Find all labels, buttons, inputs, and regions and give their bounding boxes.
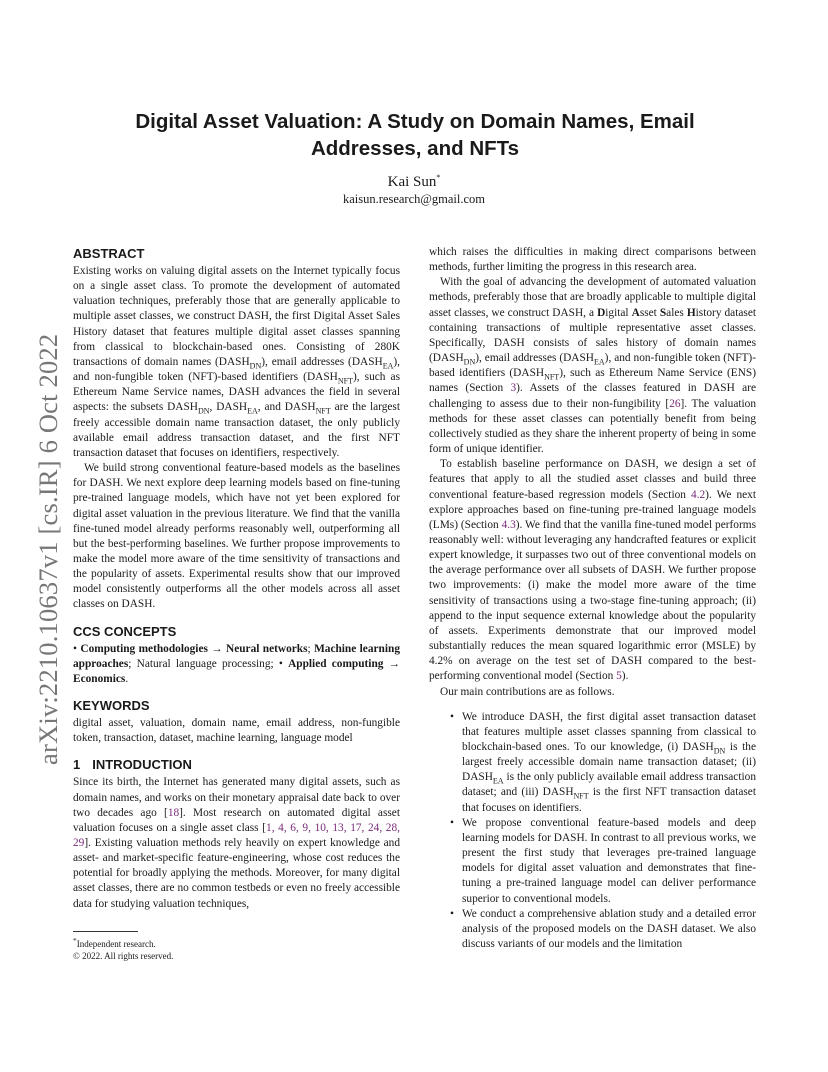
section-link[interactable]: 4.3 <box>501 518 516 531</box>
paper-title: Digital Asset Valuation: A Study on Domain Names, Email Addresses, and NFTs <box>135 110 695 160</box>
section-link[interactable]: 4.2 <box>690 488 706 501</box>
abstract-heading: ABSTRACT <box>73 246 145 261</box>
list-item: • We introduce DASH, the first digital asset transaction dataset that features multiple asset classes spanning from classical to blockchain-based ones. To our knowledge, (i) $DASH_{DN}$ is the largest freely accessible domain name transaction dataset; (ii) $DASH_{EA}$ is the only publicly available email address transaction dataset; and (iii) $DASH_{NFT}$ is the first NFT transaction dataset that focuses on identifiers. <box>450 710 756 814</box>
abstract-paragraph-2: We build strong conventional feature-based models as the baselines for DASH. We next explore deep learning models based on fine-tuning pre-trained language models, which have not yet been explored for digital asset valuation in the previous literature. We find that the vanilla fine-tuned model already performs reasonably well, outperforming all but the best-performing baselines. We further propose improvements to make the model more aware of the time sensitivity of transactions and the popularity of assets. Experimental results show that our improved model consistently outperforms all the other models across all asset classes on DASH. <box>73 462 400 611</box>
citation-list[interactable]: 1, 4, 6, 9, 10, 13, 17, 24, 28, 29 <box>73 821 400 849</box>
arxiv-side-stamp: arXiv:2210.10637v1 [cs.IR] 6 Oct 2022 <box>33 333 63 765</box>
author-footnote-mark: * <box>436 173 441 182</box>
footnote-independent: *Independent research. <box>73 936 156 949</box>
section-link[interactable]: 5 <box>616 670 622 683</box>
keywords-heading: KEYWORDS <box>73 698 150 714</box>
bullet-icon: • <box>450 907 454 920</box>
introduction-paragraph-2: With the goal of advancing the development of automated valuation methods, preferably those that are broadly applicable to multiple digital asset classes, we construct DASH, a Digital Asset Sales History dataset containing transactions of multiple representative asset classes. Specifically, DASH consists of sales history of domain names $(DASH_{DN})$, email addresses $(DASH_{EA})$, and non-fungible token (NFT)-based identifiers $(DASH_{NFT})$, such as Ethereum Name Service (ENS) names (Section 3). Assets of the classes featured in DASH are challenging to assess due to their non-fungibility [26]. The valuation methods for these asset classes can potentially benefit from being collectively studied as they share the inherent property of being in some form of unique identifier. <box>429 276 757 456</box>
footnote <box>73 931 400 962</box>
introduction-paragraph-1-cont: which raises the difficulties in making direct comparisons between methods, further limiting the progress in this research area. <box>429 246 756 274</box>
ccs-heading: CCS CONCEPTS <box>73 623 177 639</box>
list-item: • We propose conventional feature-based models and deep learning models for DASH. In contrast to all previous works, we present the first study that leverages pre-trained language models for digital asset valuation and demonstrates that fine-tuning a pre-trained language model can deliver performance superior to conventional models. <box>450 816 756 905</box>
contributions-lead: Our main contributions are as follows. <box>440 685 615 698</box>
ccs-concepts: • Computing methodologies → Neural networks; Machine learning approaches; Natural language processing; • Applied computing → Economics. <box>73 642 400 685</box>
list-item: • We conduct a comprehensive ablation study and a detailed error analysis of the proposed models on the DASH dataset. We also discuss variants of our models and the limitation <box>450 907 756 951</box>
abstract-paragraph-1: Existing works on valuing digital assets on the Internet typically focus on a single asset class. To promote the development of automated valuation techniques, preferably those that are generally applicable to multiple asset classes, we construct DASH, the first Digital Asset Sales History dataset that features multiple digital asset classes spanning from classical to blockchain-based ones. Consisting of 280K transactions of domain names $(DASH_{DN})$, email addresses $(DASH_{EA})$, and non-fungible token (NFT)-based identifiers $(DASH_{NFT})$, such as Ethereum Name Service names, DASH advances the field in several aspects: the subsets $DASH_{DN}$, $DASH_{EA}$, and $DASH_{NFT}$ are the largest freely accessible domain name transaction dataset, the only publicly available email address transaction dataset, and the first NFT transaction dataset that focuses on identifiers, respectively. <box>73 265 401 459</box>
citation-link[interactable]: 18 <box>167 806 180 819</box>
citation-link[interactable]: 26 <box>669 397 681 410</box>
author-email: kaisun.research@gmail.com <box>342 192 486 206</box>
footnote-copyright: © 2022. All rights reserved. <box>73 951 174 961</box>
right-column <box>429 245 756 952</box>
keywords-text: digital asset, valuation, domain name, email address, non-fungible token, transaction, dataset, machine learning, language model <box>73 717 400 745</box>
bullet-icon: • <box>450 710 454 723</box>
bullet-icon: • <box>450 816 454 829</box>
introduction-paragraph-3: To establish baseline performance on DASH, we design a set of features that apply to all the studied asset classes and build three conventional feature-based regression models (Section 4.2). We next explore approaches based on fine-tuning pre-trained language models (LMs) (Section 4.3). We find that the vanilla fine-tuned model performs reasonably well: without leveraging any handcrafted features or explicit expert knowledge, it surpasses two out of three conventional models on the average performance over all subsets of DASH. We further propose two improvements: (i) make the model more aware of the time sensitivity of transactions using a two-stage fine-tuning approach; (ii) append to the input sequence external knowledge about the popularity of assets. Experiments demonstrate that our improved model substantially reduces the mean squared logarithmic error (MSLE) by 4.2% on average on the test set of DASH compared to the best-performing conventional model (Section 5). <box>429 458 756 683</box>
footnote-rule <box>73 931 138 932</box>
introduction-heading: 1 INTRODUCTION <box>73 757 192 773</box>
introduction-paragraph-1: Since its birth, the Internet has generated many digital assets, such as domain names, and works on their monetary appraisal date back to over two decades ago [18]. Most research on automated digital asset valuation focuses on a single asset class [1, 4, 6, 9, 10, 13, 17, 24, 28, 29]. Existing valuation methods rely heavily on expert knowledge and asset- and market-specific feature-engineering, whose cost reduces the potential for broadly applying the methods. Moreover, for many digital asset classes, there are no common testbeds or even no freely accessible data for studying valuation techniques, <box>73 776 400 910</box>
author-name: Kai Sun* <box>387 173 441 190</box>
left-column <box>73 245 400 912</box>
contributions-list <box>429 710 756 953</box>
section-link[interactable]: 3 <box>510 382 517 395</box>
